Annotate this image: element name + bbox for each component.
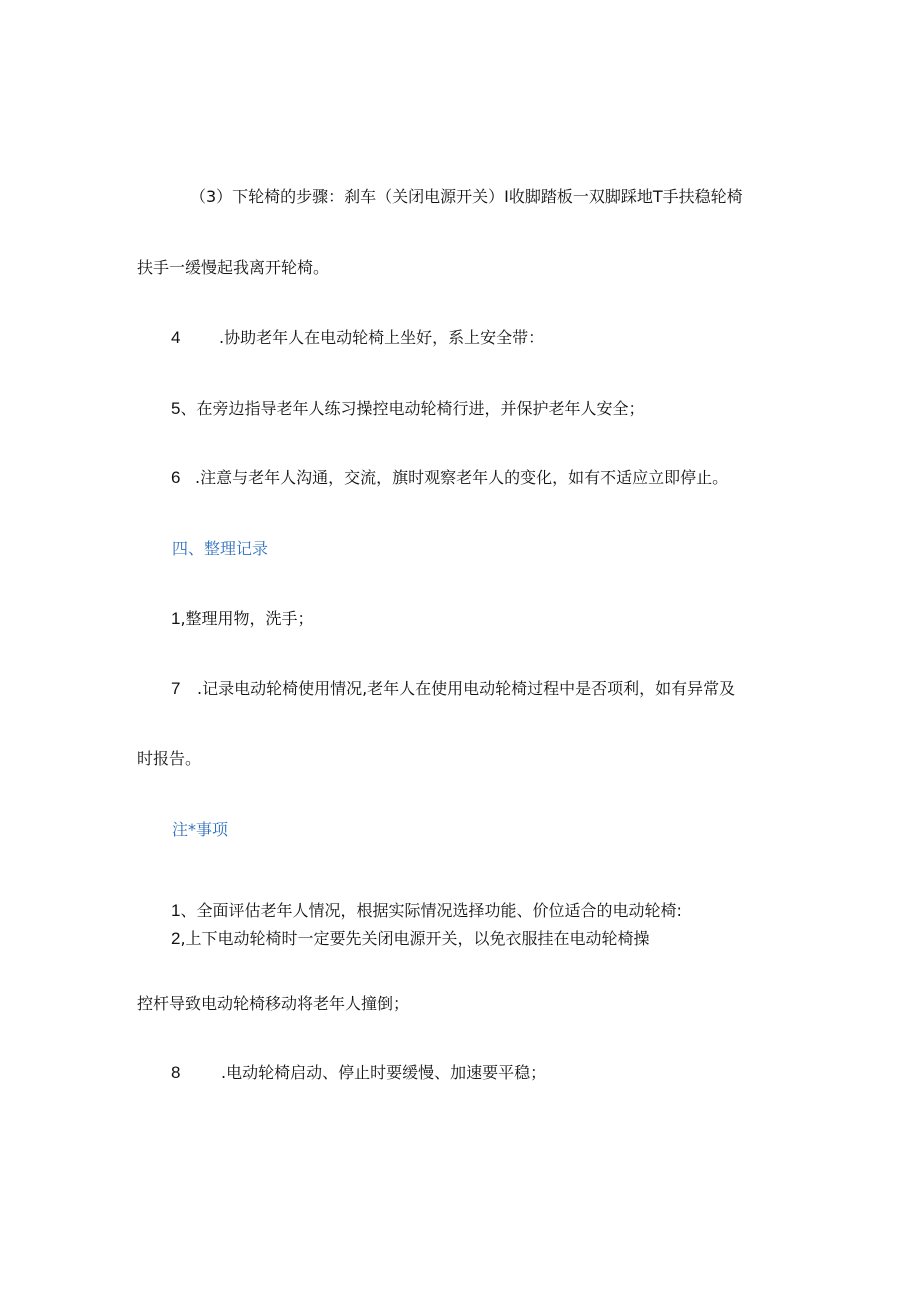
step-number: 4 xyxy=(171,328,181,347)
step-number: 1 xyxy=(171,901,181,920)
step-number: 7 xyxy=(171,679,181,698)
note-2-line-1: 2,上下电动轮椅时一定要先关闭电源开关，以免衣服挂在电动轮椅操 xyxy=(171,929,650,948)
step-7-line-1: 7 .记录电动轮椅使用情况,老年人在使用电动轮椅过程中是否项利，如有异常及 xyxy=(171,679,736,698)
step-number: 8 xyxy=(171,1063,181,1082)
note-1-line: 1、全面评估老年人情况，根据实际情况选择功能、价位适合的电动轮椅: xyxy=(171,901,682,920)
section-heading-organize-record: 四、整理记录 xyxy=(172,539,269,558)
organize-step-1-line: 1,整理用物，洗手； xyxy=(171,609,314,628)
step-number: 6 xyxy=(171,468,181,487)
step-3-dismount-line-1: （3）下轮椅的步骤：刹车（关闭电源开关）I收脚踏板一双脚踩地T手扶稳轮椅 xyxy=(190,187,743,206)
note-8-line: 8 .电动轮椅启动、停止时要缓慢、加速要平稳； xyxy=(171,1063,547,1082)
step-number: 2 xyxy=(171,929,181,948)
step-3-dismount-line-2: 扶手一缓慢起我离开轮椅。 xyxy=(137,258,330,277)
step-number: 1 xyxy=(171,609,181,628)
step-6-line: 6 .注意与老年人沟通，交流，旗时观察老年人的变化，如有不适应立即停止。 xyxy=(171,468,729,487)
step-number: 5 xyxy=(171,399,181,418)
section-heading-notes: 注*事项 xyxy=(172,820,229,839)
note-2-line-2: 控杆导致电动轮椅移动将老年人撞倒； xyxy=(137,994,410,1013)
step-5-line: 5、在旁边指导老年人练习操控电动轮椅行进，并保护老年人安全； xyxy=(171,399,645,418)
step-4-line: 4 .协助老年人在电动轮椅上坐好，系上安全带： xyxy=(171,328,545,347)
step-7-line-2: 时报告。 xyxy=(137,749,202,768)
